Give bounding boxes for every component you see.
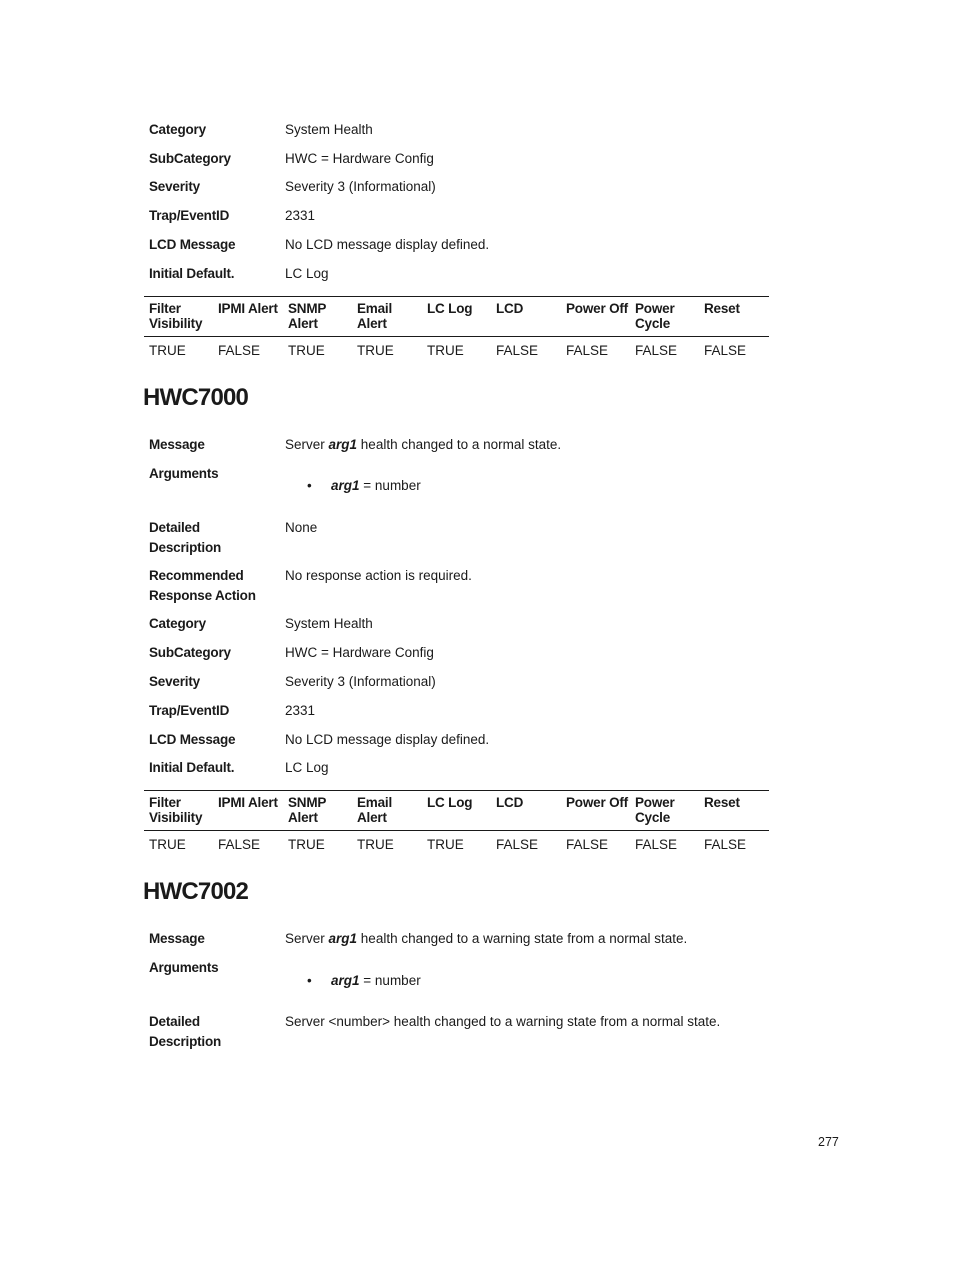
header-lcd: LCD (496, 795, 524, 810)
header-snmp-alert: SNMP Alert (288, 301, 327, 331)
table-header-rule (144, 830, 769, 831)
table-top-rule (144, 790, 769, 791)
header-power-off: Power Off (566, 795, 628, 810)
table-cell: TRUE (357, 343, 394, 358)
table-cell: FALSE (566, 837, 609, 852)
table-cell: FALSE (496, 837, 539, 852)
table-cell: FALSE (566, 343, 609, 358)
argument-list-item: • arg1 = number (307, 476, 607, 496)
section-heading: HWC7002 (143, 878, 249, 905)
field-label: Arguments (149, 466, 219, 481)
table-cell: FALSE (704, 837, 747, 852)
field-value: LC Log (285, 760, 329, 775)
table-cell: FALSE (218, 343, 261, 358)
argument-type: number (374, 478, 421, 493)
header-power-cycle: Power Cycle (635, 795, 675, 825)
field-label: Category (149, 122, 206, 137)
header-email-alert: Email Alert (357, 795, 393, 825)
field-value: Server <number> health changed to a warning state from a normal state. (285, 1014, 721, 1029)
field-label: Arguments (149, 960, 219, 975)
field-label: Trap/EventID (149, 703, 230, 718)
table-cell: TRUE (357, 837, 394, 852)
bullet-glyph: • (307, 973, 312, 988)
header-email-alert: Email Alert (357, 301, 393, 331)
argument-type: number (374, 973, 421, 988)
table-cell: FALSE (704, 343, 747, 358)
bullet-glyph: • (307, 478, 312, 493)
field-label: Severity (149, 179, 200, 194)
argument-list-item: • arg1 = number (307, 971, 607, 991)
table-cell: TRUE (427, 343, 464, 358)
header-reset: Reset (704, 301, 740, 316)
field-label: Message (149, 931, 205, 946)
table-header-rule (144, 336, 769, 337)
header-ipmi-alert: IPMI Alert (218, 301, 278, 316)
field-value: 2331 (285, 208, 316, 223)
table-cell: FALSE (635, 343, 678, 358)
argument-name: arg1 (331, 478, 360, 493)
section-heading: HWC7000 (143, 384, 249, 411)
field-value: System Health (285, 616, 373, 631)
field-label: SubCategory (149, 151, 231, 166)
field-label: LCD Message (149, 732, 236, 747)
field-label: SubCategory (149, 645, 231, 660)
field-value: System Health (285, 122, 373, 137)
field-label: Category (149, 616, 206, 631)
header-power-cycle: Power Cycle (635, 301, 675, 331)
field-value: No response action is required. (285, 568, 472, 583)
field-label: Initial Default. (149, 266, 235, 281)
field-label: Initial Default. (149, 760, 235, 775)
table-cell: TRUE (149, 343, 186, 358)
header-ipmi-alert: IPMI Alert (218, 795, 278, 810)
field-label: Recommended Response Action (149, 568, 256, 603)
field-label: Trap/EventID (149, 208, 230, 223)
field-value: LC Log (285, 266, 329, 281)
table-top-rule (144, 296, 769, 297)
header-filter-visibility: Filter Visibility (149, 301, 203, 331)
header-power-off: Power Off (566, 301, 628, 316)
field-value: HWC = Hardware Config (285, 151, 434, 166)
header-snmp-alert: SNMP Alert (288, 795, 327, 825)
header-lc-log: LC Log (427, 795, 473, 810)
header-lc-log: LC Log (427, 301, 473, 316)
header-reset: Reset (704, 795, 740, 810)
page-number: 277 (818, 1135, 839, 1149)
argument-name: arg1 (328, 437, 358, 452)
field-value: Server arg1 health changed to a warning state from a normal state. (285, 931, 688, 946)
field-label: Message (149, 437, 205, 452)
field-value: HWC = Hardware Config (285, 645, 434, 660)
field-value: No LCD message display defined. (285, 237, 490, 252)
field-value: Server arg1 health changed to a normal state. (285, 437, 562, 452)
header-filter-visibility: Filter Visibility (149, 795, 203, 825)
field-label: Severity (149, 674, 200, 689)
table-cell: FALSE (218, 837, 261, 852)
argument-name: arg1 (328, 931, 358, 946)
field-value: Severity 3 (Informational) (285, 179, 436, 194)
field-label: Detailed Description (149, 1014, 222, 1049)
table-cell: TRUE (288, 343, 325, 358)
field-value: 2331 (285, 703, 316, 718)
field-label: LCD Message (149, 237, 236, 252)
field-value: No LCD message display defined. (285, 732, 490, 747)
table-cell: FALSE (496, 343, 539, 358)
table-cell: TRUE (427, 837, 464, 852)
field-value: Severity 3 (Informational) (285, 674, 436, 689)
table-cell: TRUE (149, 837, 186, 852)
table-cell: FALSE (635, 837, 678, 852)
argument-name: arg1 (331, 973, 360, 988)
field-label: Detailed Description (149, 520, 222, 555)
field-value: None (285, 520, 318, 535)
table-cell: TRUE (288, 837, 325, 852)
header-lcd: LCD (496, 301, 524, 316)
